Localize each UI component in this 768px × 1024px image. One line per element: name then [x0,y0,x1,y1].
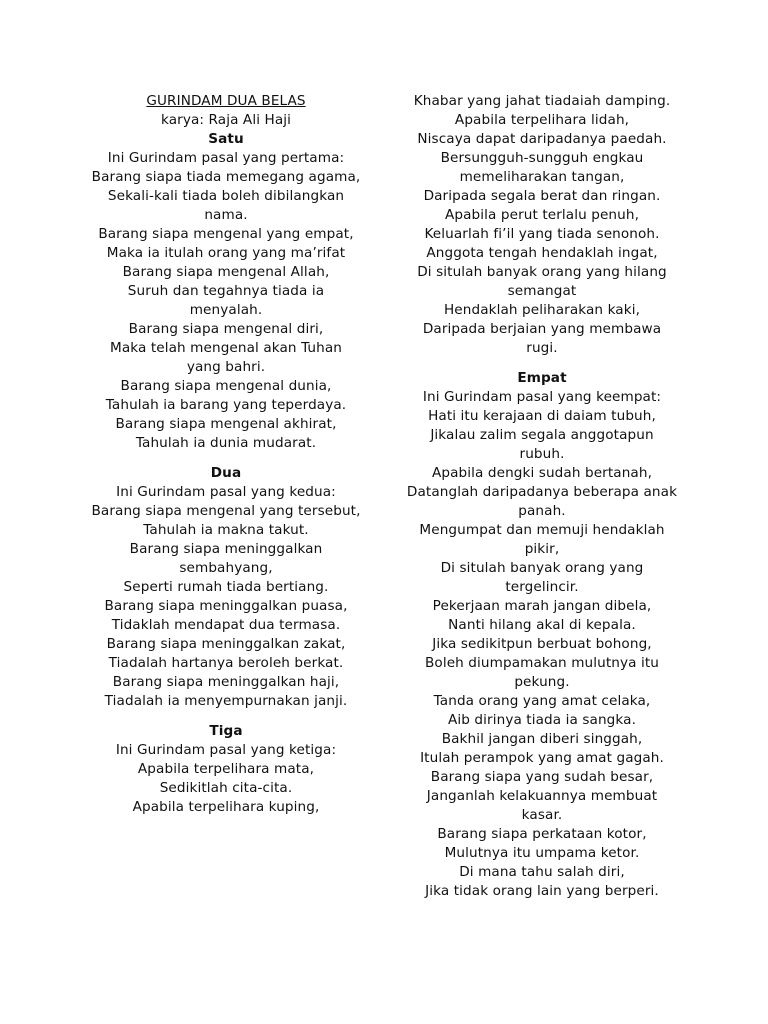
verse-line: Di mana tahu salah diri, [459,864,625,880]
verse-line: Mulutnya itu umpama ketor. [444,845,640,861]
verse-line: Jika tidak orang lain yang berperi. [425,883,659,899]
verse-line: rugi. [526,340,558,356]
stanza-satu [76,168,376,453]
verse-line: Keluarlah fi’il yang tiada senonoh. [424,226,660,242]
verse-line: Daripada berjaian yang membawa [422,321,662,337]
verse-line: Barang siapa mengenal akhirat, [115,416,337,432]
verse-line: Hendaklah peliharakan kaki, [443,302,641,318]
verse-line: Sedikitlah cita-cita. [159,780,293,796]
left-column [76,92,376,828]
verse-line: Barang siapa tiada memegang agama, [91,169,361,185]
section-intro-satu: Ini Gurindam pasal yang pertama: [107,150,345,166]
section-heading-tiga: Tiga [209,723,243,739]
verse-line: Barang siapa perkataan kotor, [437,826,647,842]
author-line: karya: Raja Ali Haji [160,112,291,128]
verse-line: panah. [518,503,566,519]
document-title: GURINDAM DUA BELAS [146,93,306,109]
verse-line: Apabila terpelihara lidah, [454,112,630,128]
verse-line: Barang siapa meninggalkan haji, [112,674,340,690]
stanza-tiga-continued [392,92,692,358]
verse-line: Maka telah mengenal akan Tuhan [110,340,342,356]
verse-line: Barang siapa meninggalkan zakat, [106,636,346,652]
verse-line: Suruh dan tegahnya tiada ia [127,283,325,299]
verse-line: Janganlah kelakuannya membuat [426,788,658,804]
verse-line: Sekali-kali tiada boleh dibilangkan [107,188,345,204]
verse-line: rubuh. [519,446,565,462]
verse-line: Tahulah ia barang yang teperdaya. [105,397,347,413]
verse-line: kasar. [521,807,563,823]
stanza-dua [76,502,376,711]
verse-line: Hati itu kerajaan di daiam tubuh, [428,408,656,424]
verse-line: Khabar yang jahat tiadaiah damping. [413,93,671,109]
verse-line: Tanda orang yang amat celaka, [433,693,651,709]
verse-line: Boleh diumpamakan mulutnya itu [424,655,660,671]
verse-line: yang bahri. [186,359,266,375]
verse-line: Di situlah banyak orang yang hilang [417,264,667,280]
verse-line: Tiadalah hartanya beroleh berkat. [108,655,344,671]
verse-line: Seperti rumah tiada bertiang. [123,579,329,595]
verse-line: Apabila perut terlalu penuh, [444,207,639,223]
right-column [392,92,692,912]
section-heading-dua: Dua [210,465,242,481]
verse-line: Itulah perampok yang amat gagah. [420,750,664,766]
verse-line: Tahulah ia makna takut. [143,522,309,538]
verse-line: Bakhil jangan diberi singgah, [441,731,643,747]
verse-line: nama. [204,207,248,223]
verse-line: Apabila terpelihara kuping, [132,799,320,815]
stanza-empat [392,407,692,901]
verse-line: Pekerjaan marah jangan dibela, [432,598,652,614]
verse-line: menyalah. [189,302,263,318]
verse-line: Maka ia itulah orang yang ma’rifat [106,245,346,261]
verse-line: Di situlah banyak orang yang [440,560,644,576]
verse-line: Apabila terpelihara mata, [137,761,315,777]
verse-line: Bersungguh-sungguh engkau [440,150,644,166]
verse-line: Barang siapa mengenal yang empat, [98,226,354,242]
verse-line: Tahulah ia dunia mudarat. [135,435,317,451]
verse-line: pekung. [514,674,570,690]
verse-line: sembahyang, [179,560,273,576]
verse-line: Anggota tengah hendaklah ingat, [426,245,658,261]
verse-line: Mengumpat dan memuji hendaklah [419,522,665,538]
section-intro-tiga: Ini Gurindam pasal yang ketiga: [115,742,337,758]
verse-line: tergelincir. [505,579,579,595]
verse-line: Barang siapa meninggalkan [129,541,323,557]
verse-line: Tiadalah ia menyempurnakan janji. [104,693,348,709]
verse-line: Jika sedikitpun berbuat bohong, [432,636,652,652]
verse-line: Barang siapa meninggalkan puasa, [104,598,348,614]
verse-line: Tidaklah mendapat dua termasa. [111,617,341,633]
verse-line: Niscaya dapat daripadanya paedah. [417,131,667,147]
section-intro-dua: Ini Gurindam pasal yang kedua: [116,484,336,500]
section-heading-satu: Satu [208,131,244,147]
verse-line: Datanglah daripadanya beberapa anak [406,484,678,500]
verse-line: Apabila dengki sudah bertanah, [431,465,652,481]
verse-line: Barang siapa yang sudah besar, [430,769,654,785]
stanza-tiga [76,760,376,817]
verse-line: Barang siapa mengenal yang tersebut, [91,503,361,519]
section-heading-empat: Empat [517,370,567,386]
section-intro-empat: Ini Gurindam pasal yang keempat: [422,389,662,405]
verse-line: Daripada segala berat dan ringan. [423,188,661,204]
verse-line: Jikalau zalim segala anggotapun [430,427,654,443]
verse-line: Barang siapa mengenal dunia, [120,378,332,394]
verse-line: Barang siapa mengenal Allah, [122,264,330,280]
verse-line: Nanti hilang akal di kepala. [448,617,636,633]
verse-line: Barang siapa mengenal diri, [128,321,324,337]
verse-line: pikir, [524,541,560,557]
verse-line: Aib dirinya tiada ia sangka. [448,712,636,728]
verse-line: semangat [507,283,577,299]
verse-line: memeliharakan tangan, [459,169,625,185]
